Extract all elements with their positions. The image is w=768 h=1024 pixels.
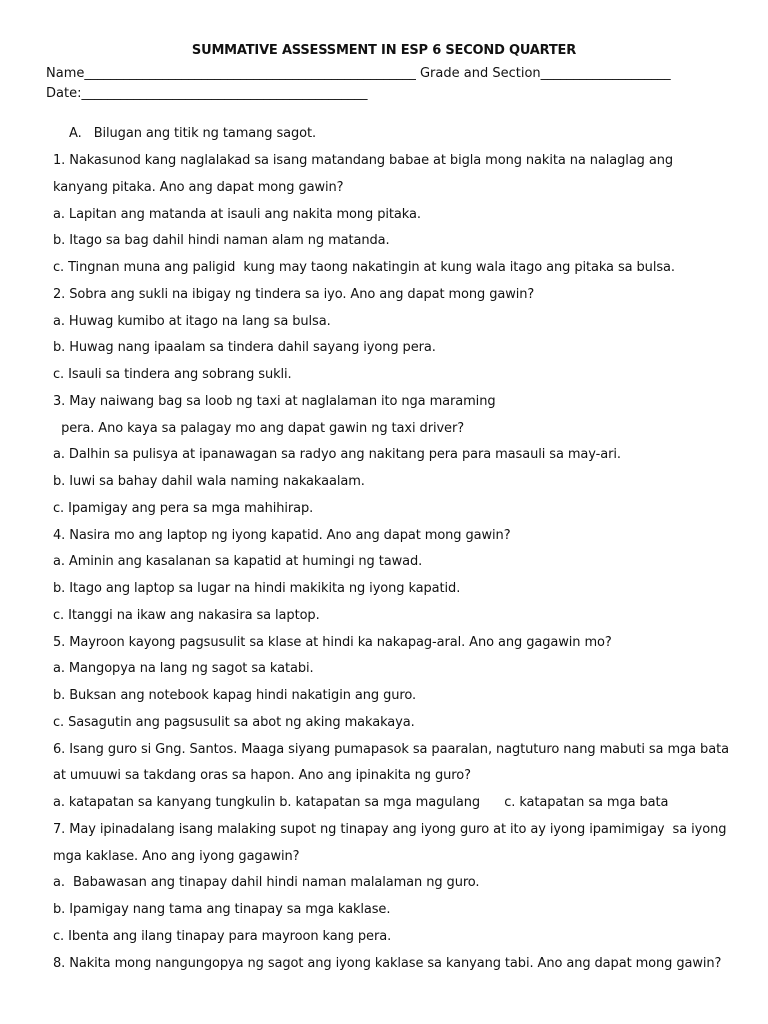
choice-item: b. Itago sa bag dahil hindi naman alam ng matanda. [53, 233, 390, 249]
question-item: 5. Mayroon kayong pagsusulit sa klase at hindi ka nakapag-aral. Ano ang gagawin mo? [53, 634, 612, 650]
choice-item: b. Buksan ang notebook kapag hindi nakatigin ang guro. [53, 688, 416, 703]
choice-item: c. Itanggi na ikaw ang nakasira sa laptop. [53, 607, 320, 623]
question-text: mga kaklase. Ano ang iyong gagawin? [53, 848, 300, 864]
date-line: Date:____________________________________________ [46, 86, 368, 101]
choice-item: a. Babawasan ang tinapay dahil hindi naman malalaman ng guro. [53, 875, 480, 891]
question-item: 2. Sobra ang sukli na ibigay ng tindera sa iyo. Ano ang dapat mong gawin? [53, 286, 535, 302]
choice-item: c. Ipamigay ang pera sa mga mahihirap. [53, 500, 314, 516]
choice-item: b. Itago ang laptop sa lugar na hindi makikita ng iyong kapatid. [53, 581, 461, 596]
choice-item: a. katapatan sa kanyang tungkulin b. katapatan sa mga magulang c. katapatan sa mga bata [53, 795, 669, 810]
choice-item: a. Dalhin sa pulisya at ipanawagan sa radyo ang nakitang pera para masauli sa may-ari. [53, 447, 621, 463]
choice-item: c. Isauli sa tindera ang sobrang sukli. [53, 367, 292, 382]
name-grade-line: Name___________________________________________________ Grade and Section____________________ [46, 66, 671, 81]
question-item: 4. Nasira mo ang laptop ng iyong kapatid. Ano ang dapat mong gawin? [53, 527, 511, 543]
question-item: 3. May naiwang bag sa loob ng taxi at naglalaman ito nga maraming [53, 393, 496, 409]
choice-item: a. Lapitan ang matanda at isauli ang nakita mong pitaka. [53, 206, 421, 222]
choice-item: b. Huwag nang ipaalam sa tindera dahil sayang iyong pera. [53, 340, 436, 356]
choice-item: b. Iuwi sa bahay dahil wala naming nakakaalam. [53, 474, 365, 489]
question-text: pera. Ano kaya sa palagay mo ang dapat gawin ng taxi driver? [53, 420, 464, 436]
choice-item: a. Huwag kumibo at itago na lang sa bulsa. [53, 313, 331, 329]
question-text: at umuuwi sa takdang oras sa hapon. Ano ang ipinakita ng guro? [53, 768, 471, 784]
question-item: 6. Isang guro si Gng. Santos. Maaga siyang pumapasok sa paaralan, nagtuturo nang mabuti sa mga bata [53, 741, 729, 757]
choice-item: b. Ipamigay nang tama ang tinapay sa mga kaklase. [53, 902, 391, 917]
question-text: kanyang pitaka. Ano ang dapat mong gawin? [53, 179, 344, 195]
question-item: 7. May ipinadalang isang malaking supot ng tinapay ang iyong guro at ito ay iyong ipamimigay sa iyong [53, 821, 727, 837]
choice-item: c. Tingnan muna ang paligid kung may taong nakatingin at kung wala itago ang pitaka sa bulsa. [53, 260, 675, 275]
choice-item: a. Aminin ang kasalanan sa kapatid at humingi ng tawad. [53, 554, 423, 570]
choice-item: a. Mangopya na lang ng sagot sa katabi. [53, 661, 314, 677]
question-item: 1. Nakasunod kang naglalakad sa isang matandang babae at bigla mong nakita na nalaglag ang [53, 153, 674, 168]
choice-item: c. Sasagutin ang pagsusulit sa abot ng aking makakaya. [53, 714, 415, 730]
instruction: A. Bilugan ang titik ng tamang sagot. [69, 126, 317, 141]
document-title: SUMMATIVE ASSESSMENT IN ESP 6 SECOND QUARTER [191, 43, 577, 58]
choice-item: c. Ibenta ang ilang tinapay para mayroon kang pera. [53, 928, 392, 944]
question-item: 8. Nakita mong nangungopya ng sagot ang iyong kaklase sa kanyang tabi. Ano ang dapat mong gawin? [53, 955, 722, 971]
